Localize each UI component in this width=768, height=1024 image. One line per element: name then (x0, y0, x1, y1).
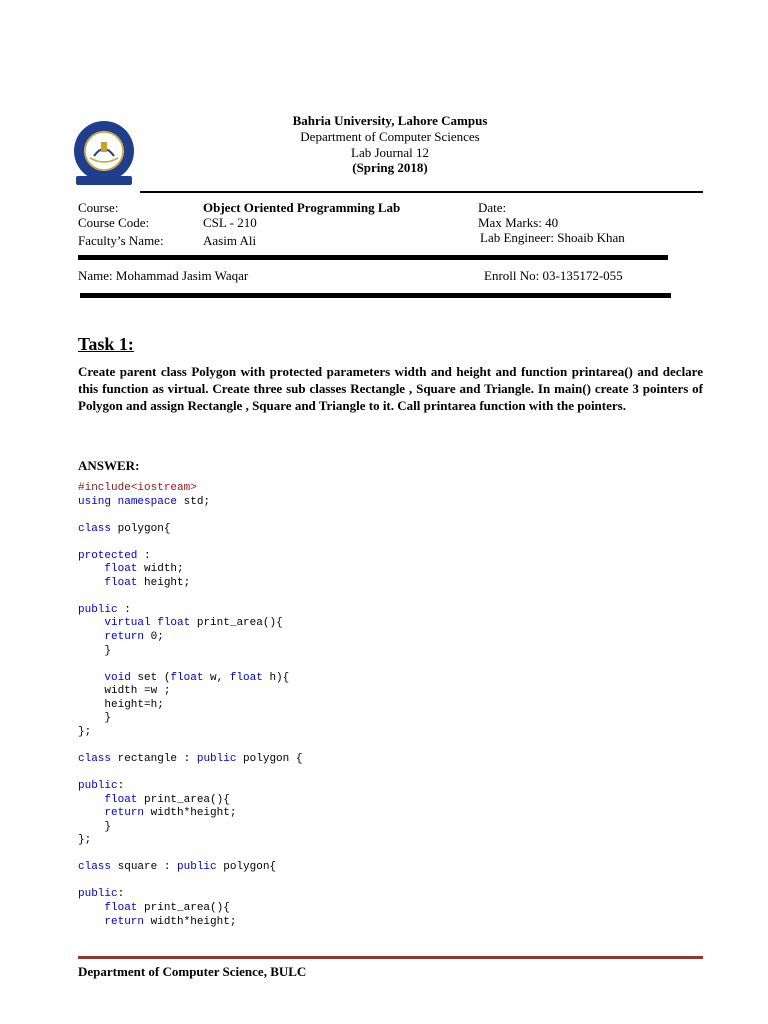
task-title: Task 1: (78, 334, 134, 354)
code-line: class rectangle : public polygon { (78, 752, 303, 765)
code-line (78, 658, 302, 672)
journal-title: Lab Journal 12 (351, 145, 429, 160)
date-label: Date: (478, 200, 507, 215)
code-line: float print_area(){ (104, 901, 230, 914)
course-label: Course: (78, 200, 119, 215)
code-line (78, 875, 302, 889)
info-rule (78, 255, 668, 260)
faculty-label: Faculty’s Name: (78, 233, 164, 248)
lab-engineer: Lab Engineer: Shoaib Khan (480, 230, 625, 245)
term: (Spring 2018) (352, 160, 428, 175)
code-line: width =w ; (78, 685, 171, 698)
max-marks: Max Marks: 40 (478, 215, 559, 230)
code-line: return 0; (104, 631, 164, 644)
code-line (78, 590, 302, 604)
code-line: #include<iostream> (78, 482, 197, 494)
course-value: Object Oriented Programming Lab (203, 200, 401, 215)
code-line: } (78, 820, 112, 833)
code-line: using namespace std; (78, 495, 211, 508)
code-line (78, 766, 302, 780)
department-name: Department of Computer Sciences (300, 129, 480, 144)
code-line: protected : (78, 549, 151, 562)
footer-text: Department of Computer Science, BULC (78, 964, 307, 979)
code-line: return width*height; (104, 807, 237, 820)
code-line: void set (float w, float h){ (104, 671, 290, 684)
code-line: public: (78, 888, 125, 901)
code-line: return width*height; (104, 915, 237, 928)
code-block (78, 482, 302, 929)
task-description: Create parent class Polygon with protected parameters width and height and function printarea() and declare this function as virtual. Create three sub classes Rectangle , Square and Triangle. In main() create 3 pointers of Polygon and assign Rectangle , Square and Triangle to it. Call printarea function with the pointers. (78, 364, 703, 413)
code-line: } (78, 644, 112, 657)
code-line (78, 509, 302, 523)
header-rule (140, 191, 703, 193)
code-line: float print_area(){ (104, 793, 230, 806)
code-line: public: (78, 780, 125, 793)
enroll-number: Enroll No: 03-135172-055 (484, 268, 623, 283)
code-line: class polygon{ (78, 522, 171, 535)
answer-label: ANSWER: (78, 458, 140, 473)
university-logo (68, 118, 140, 190)
faculty-value: Aasim Ali (203, 233, 257, 248)
code-line (78, 536, 302, 550)
code-line (78, 848, 302, 862)
code-line: virtual float print_area(){ (104, 617, 283, 630)
code-line: } (78, 712, 112, 725)
code-line: }; (78, 725, 92, 738)
student-name: Name: Mohammad Jasim Waqar (78, 268, 249, 283)
code-line: class square : public polygon{ (78, 861, 277, 874)
course-code-label: Course Code: (78, 215, 150, 230)
footer-rule (78, 956, 703, 959)
code-line: float width; (104, 563, 184, 576)
university-name: Bahria University, Lahore Campus (292, 113, 488, 128)
code-line: }; (78, 834, 92, 847)
student-rule (80, 293, 671, 298)
code-line (78, 739, 302, 753)
code-line: height=h; (78, 698, 164, 711)
code-line: public : (78, 603, 131, 616)
code-line: float height; (104, 576, 191, 589)
course-code-value: CSL - 210 (203, 215, 257, 230)
